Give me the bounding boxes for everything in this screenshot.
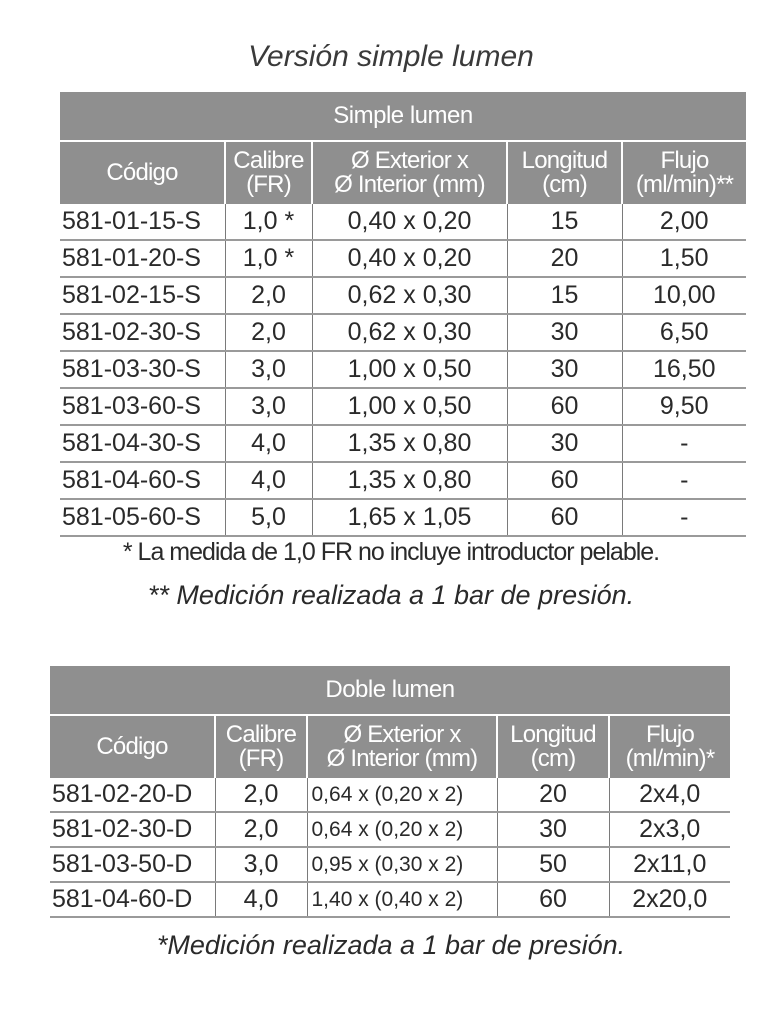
diametro-cell: 1,35 x 0,80 [312, 462, 507, 499]
flujo-cell: 2x20,0 [609, 882, 730, 917]
flujo-cell: 2x4,0 [609, 778, 730, 812]
footnote-presion: ** Medición realizada a 1 bar de presión. [147, 580, 635, 610]
table-row [60, 314, 746, 351]
diametro-cell: 0,95 x (0,30 x 2) [307, 847, 497, 882]
calibre-cell: 4,0 [215, 882, 307, 917]
longitud-cell: 30 [507, 314, 622, 351]
table-row [50, 812, 730, 847]
calibre-cell: 4,0 [225, 425, 312, 462]
calibre-cell: 5,0 [225, 499, 312, 536]
calibre-cell: 1,0 * [225, 240, 312, 277]
calibre-cell: 2,0 [215, 812, 307, 847]
codigo-cell: 581-04-30-S [60, 425, 225, 462]
codigo-cell: 581-03-50-D [50, 847, 215, 882]
doble-header-row [50, 715, 730, 778]
header-longitud: Longitud (cm) [507, 141, 622, 204]
flujo-cell: - [622, 499, 746, 536]
diametro-cell: 0,40 x 0,20 [312, 240, 507, 277]
codigo-cell: 581-01-15-S [60, 204, 225, 240]
longitud-cell: 30 [507, 425, 622, 462]
flujo-cell: 2,00 [622, 204, 746, 240]
longitud-cell: 60 [507, 388, 622, 425]
longitud-cell: 60 [497, 882, 609, 917]
codigo-cell: 581-02-20-D [50, 778, 215, 812]
diametro-cell: 1,40 x (0,40 x 2) [307, 882, 497, 917]
longitud-cell: 30 [507, 351, 622, 388]
flujo-cell: 2x3,0 [609, 812, 730, 847]
calibre-cell: 2,0 [215, 778, 307, 812]
simple-header-row [60, 141, 746, 204]
table-row [60, 204, 746, 240]
table-row [60, 388, 746, 425]
table-row [60, 425, 746, 462]
codigo-cell: 581-03-60-S [60, 388, 225, 425]
codigo-cell: 581-02-30-D [50, 812, 215, 847]
calibre-cell: 3,0 [215, 847, 307, 882]
calibre-cell: 2,0 [225, 277, 312, 314]
header-calibre: Calibre (FR) [225, 141, 312, 204]
flujo-cell: 6,50 [622, 314, 746, 351]
longitud-cell: 50 [497, 847, 609, 882]
diametro-cell: 0,64 x (0,20 x 2) [307, 812, 497, 847]
flujo-cell: 1,50 [622, 240, 746, 277]
codigo-cell: 581-01-20-S [60, 240, 225, 277]
table-row [60, 277, 746, 314]
table-row [60, 499, 746, 536]
longitud-cell: 20 [497, 778, 609, 812]
flujo-cell: - [622, 425, 746, 462]
doble-lumen-table [50, 666, 730, 918]
page-title: Versión simple lumen [248, 40, 534, 73]
diametro-cell: 0,40 x 0,20 [312, 204, 507, 240]
header-codigo: Código [60, 141, 225, 204]
table-row [50, 847, 730, 882]
header-codigo: Código [50, 715, 215, 778]
codigo-cell: 581-03-30-S [60, 351, 225, 388]
codigo-cell: 581-05-60-S [60, 499, 225, 536]
longitud-cell: 60 [507, 499, 622, 536]
table-row [50, 882, 730, 917]
flujo-cell: 10,00 [622, 277, 746, 314]
header-diametro: Ø Exterior x Ø Interior (mm) [307, 715, 497, 778]
table-row [60, 240, 746, 277]
table-row [60, 462, 746, 499]
header-longitud: Longitud (cm) [497, 715, 609, 778]
calibre-cell: 3,0 [225, 351, 312, 388]
footnote-doble-presion: *Medición realizada a 1 bar de presión. [156, 930, 626, 960]
header-flujo: Flujo (ml/min)* [609, 715, 730, 778]
diametro-cell: 0,62 x 0,30 [312, 314, 507, 351]
diametro-cell: 1,65 x 1,05 [312, 499, 507, 536]
diametro-cell: 1,00 x 0,50 [312, 351, 507, 388]
codigo-cell: 581-04-60-S [60, 462, 225, 499]
longitud-cell: 20 [507, 240, 622, 277]
footnote-calibre: * La medida de 1,0 FR no incluye introductor pelable. [122, 538, 660, 566]
simple-lumen-table [60, 92, 746, 537]
codigo-cell: 581-02-30-S [60, 314, 225, 351]
calibre-cell: 2,0 [225, 314, 312, 351]
diametro-cell: 1,00 x 0,50 [312, 388, 507, 425]
longitud-cell: 15 [507, 204, 622, 240]
table-row [60, 351, 746, 388]
header-calibre: Calibre (FR) [215, 715, 307, 778]
flujo-cell: 16,50 [622, 351, 746, 388]
header-diametro: Ø Exterior x Ø Interior (mm) [312, 141, 507, 204]
flujo-cell: 9,50 [622, 388, 746, 425]
doble-lumen-band: Doble lumen [50, 666, 730, 715]
longitud-cell: 60 [507, 462, 622, 499]
diametro-cell: 0,62 x 0,30 [312, 277, 507, 314]
diametro-cell: 1,35 x 0,80 [312, 425, 507, 462]
codigo-cell: 581-02-15-S [60, 277, 225, 314]
calibre-cell: 1,0 * [225, 204, 312, 240]
longitud-cell: 15 [507, 277, 622, 314]
longitud-cell: 30 [497, 812, 609, 847]
calibre-cell: 3,0 [225, 388, 312, 425]
flujo-cell: 2x11,0 [609, 847, 730, 882]
simple-lumen-band: Simple lumen [60, 92, 746, 141]
diametro-cell: 0,64 x (0,20 x 2) [307, 778, 497, 812]
flujo-cell: - [622, 462, 746, 499]
codigo-cell: 581-04-60-D [50, 882, 215, 917]
table-row [50, 778, 730, 812]
header-flujo: Flujo (ml/min)** [622, 141, 746, 204]
calibre-cell: 4,0 [225, 462, 312, 499]
